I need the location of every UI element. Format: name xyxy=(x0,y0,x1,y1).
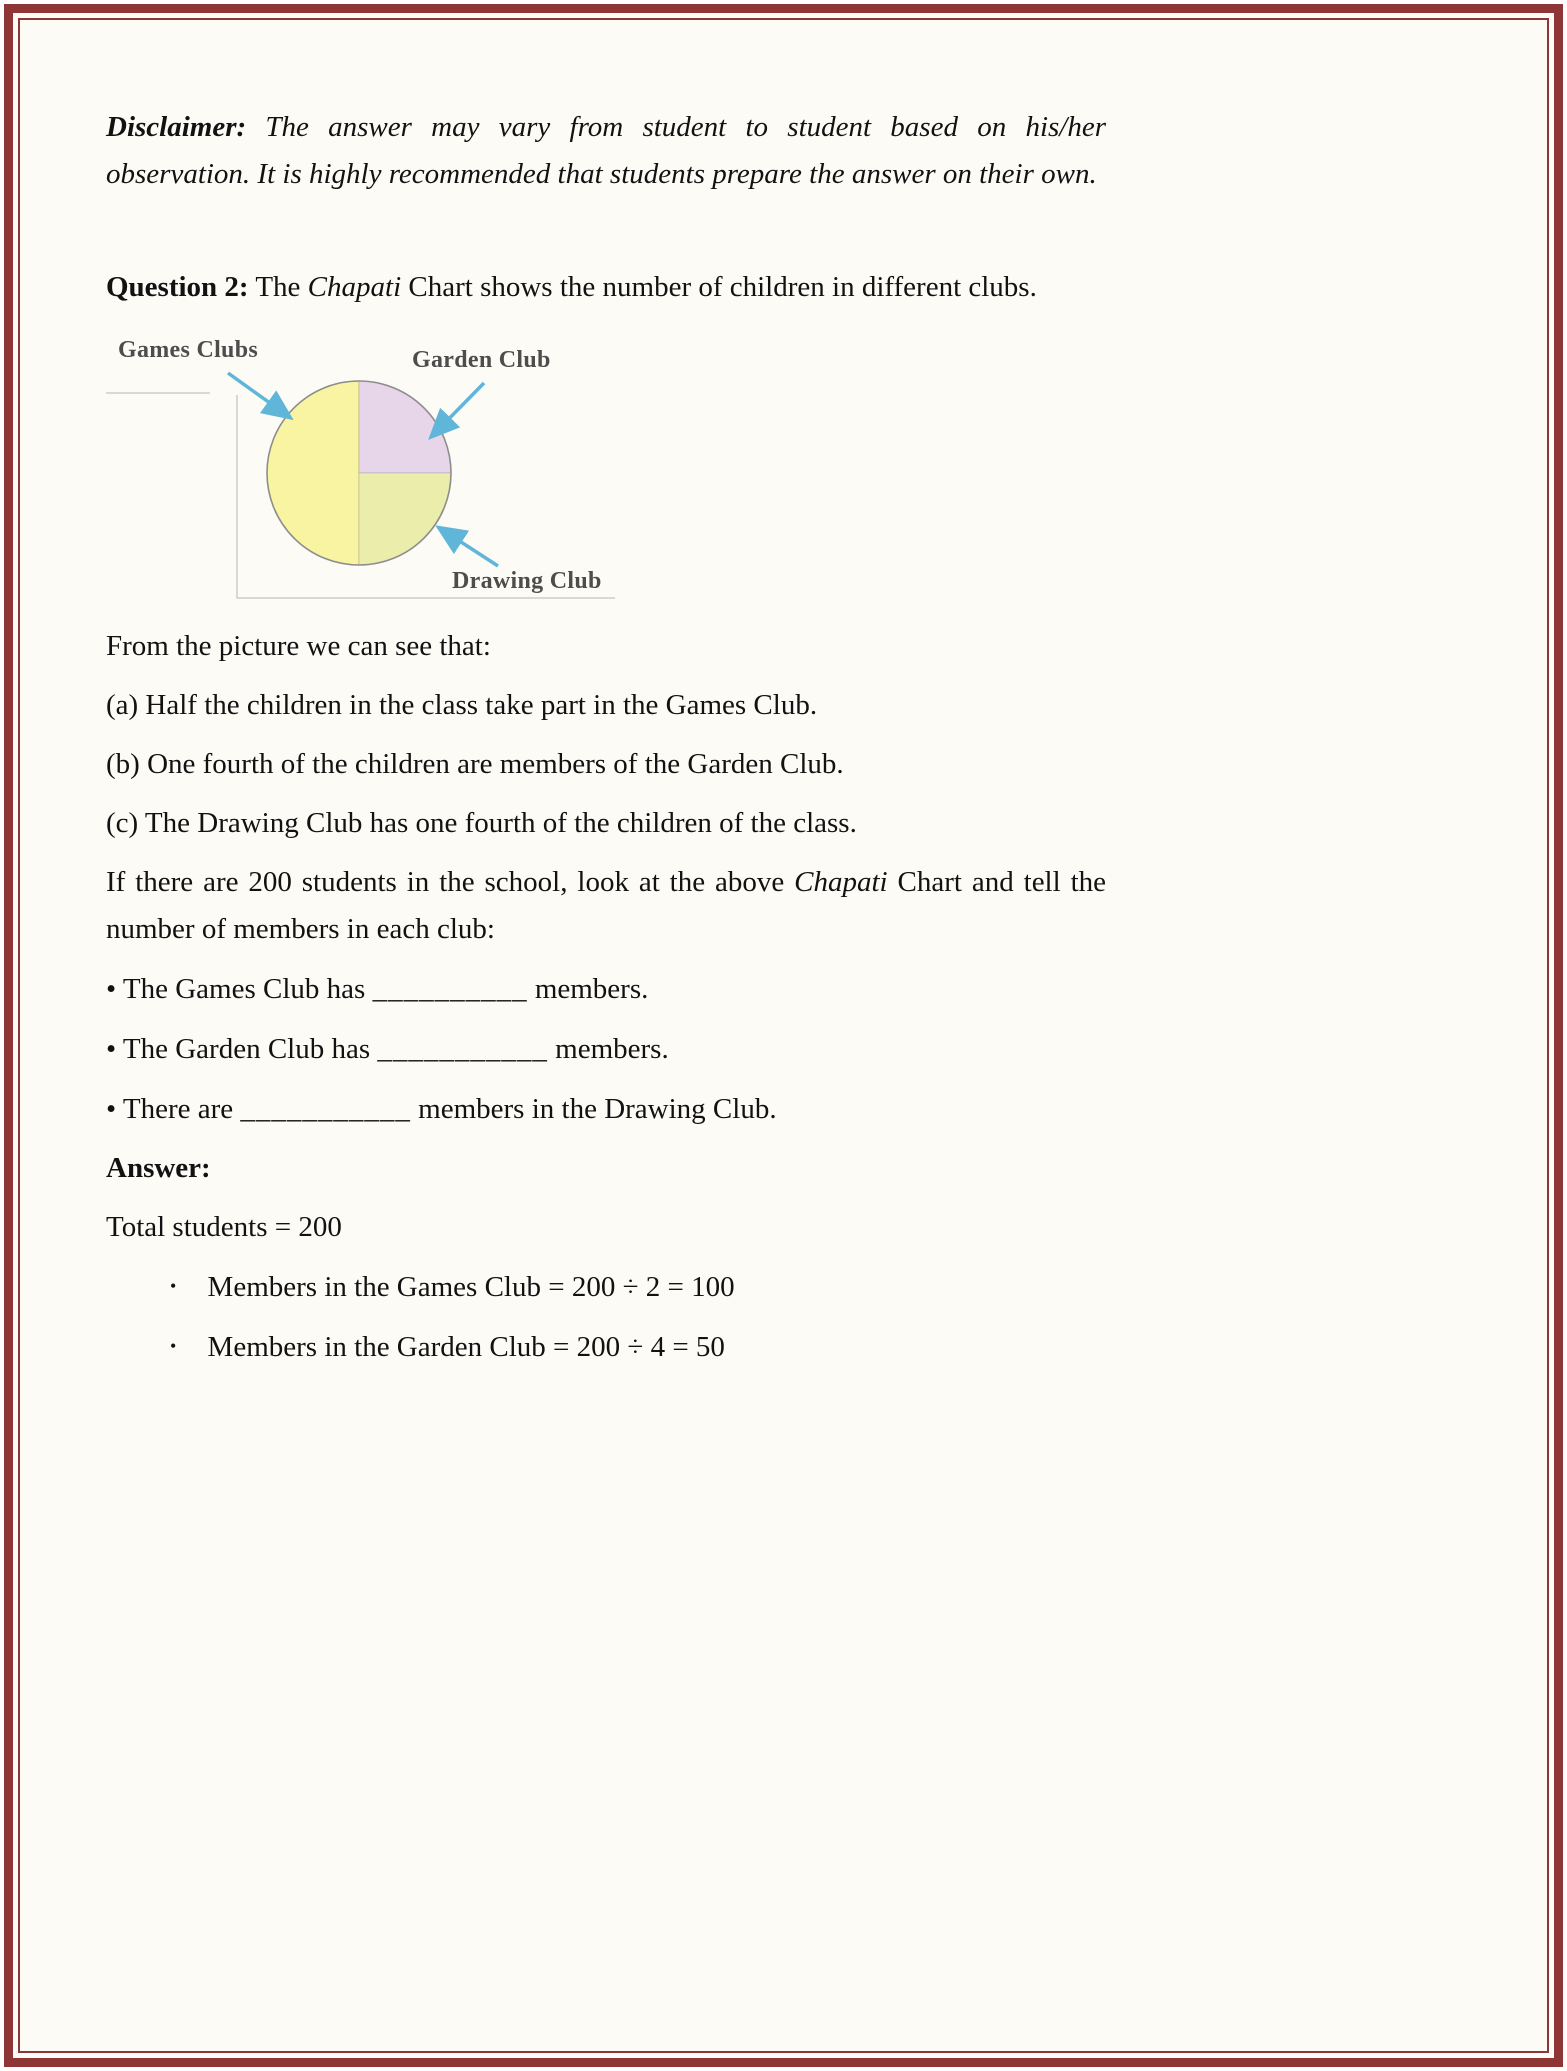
disclaimer-paragraph xyxy=(106,104,1106,198)
disclaimer-text: The answer may vary from student to student based on his/her observation. It is highly recommended that students prepare the answer on their own. xyxy=(106,111,1107,190)
question-paragraph xyxy=(106,264,1106,311)
answer-item-games-text: Members in the Games Club = 200 ÷ 2 = 100 xyxy=(207,1270,735,1303)
fill-in-garden-blank: ___________ xyxy=(377,1032,548,1065)
fill-in-garden-post: members. xyxy=(555,1032,669,1065)
bullet-glyph: • xyxy=(106,1032,117,1065)
fill-in-drawing xyxy=(106,1086,1106,1133)
page-outer-border xyxy=(4,4,1563,2067)
question-post: Chart shows the number of children in different clubs. xyxy=(408,270,1037,303)
answer-item-garden xyxy=(106,1324,1106,1371)
drawing-club-label: Drawing Club xyxy=(452,567,602,594)
disclaimer-label: Disclaimer: xyxy=(106,111,247,143)
question-chapati-word: Chapati xyxy=(307,270,402,303)
answer-item-games xyxy=(106,1264,1106,1311)
answer-heading: Answer: xyxy=(106,1151,211,1184)
fill-in-games xyxy=(106,966,1106,1013)
garden-club-arrow-icon xyxy=(433,383,484,435)
chapati-chart-figure xyxy=(106,335,646,607)
observation-b: (b) One fourth of the children are members of the Garden Club. xyxy=(106,747,844,780)
pie-slice-games-club xyxy=(267,381,359,565)
fill-in-drawing-post: members in the Drawing Club. xyxy=(418,1092,777,1125)
answer-item-garden-text: Members in the Garden Club = 200 ÷ 4 = 50 xyxy=(207,1330,725,1363)
page-content xyxy=(20,20,1106,1431)
fill-in-garden-pre: The Garden Club has xyxy=(122,1032,371,1065)
page-inner-border xyxy=(18,18,1549,2053)
question-pre: The xyxy=(255,270,301,303)
question-label: Question 2: xyxy=(106,270,249,303)
bullet-glyph: • xyxy=(106,1092,117,1125)
prompt-post: Chart and tell the number of members in each club: xyxy=(106,865,1107,945)
pie-slice-drawing-club xyxy=(359,473,451,565)
bullet-glyph: • xyxy=(170,1275,177,1296)
prompt-chapati-word: Chapati xyxy=(794,865,888,898)
prompt-pre: If there are 200 students in the school, look at the above xyxy=(106,865,785,898)
drawing-club-arrow-icon xyxy=(441,529,498,566)
observations-intro: From the picture we can see that: xyxy=(106,629,491,662)
fill-in-games-pre: The Games Club has xyxy=(122,972,366,1005)
fill-in-games-post: members. xyxy=(534,972,649,1005)
bullet-glyph: • xyxy=(170,1335,177,1356)
fill-in-garden xyxy=(106,1026,1106,1073)
observation-a: (a) Half the children in the class take part in the Games Club. xyxy=(106,688,818,721)
fill-in-drawing-pre: There are xyxy=(122,1092,234,1125)
pie-slice-garden-club xyxy=(359,381,451,473)
prompt-paragraph xyxy=(106,859,1106,953)
bullet-glyph: • xyxy=(106,972,117,1005)
total-students-line: Total students = 200 xyxy=(106,1210,342,1243)
fill-in-games-blank: __________ xyxy=(372,972,528,1005)
games-clubs-label: Games Clubs xyxy=(118,336,258,363)
fill-in-drawing-blank: ___________ xyxy=(240,1092,411,1125)
observation-c: (c) The Drawing Club has one fourth of the children of the class. xyxy=(106,806,857,839)
garden-club-label: Garden Club xyxy=(412,346,551,373)
pie-chart-svg xyxy=(106,335,646,607)
